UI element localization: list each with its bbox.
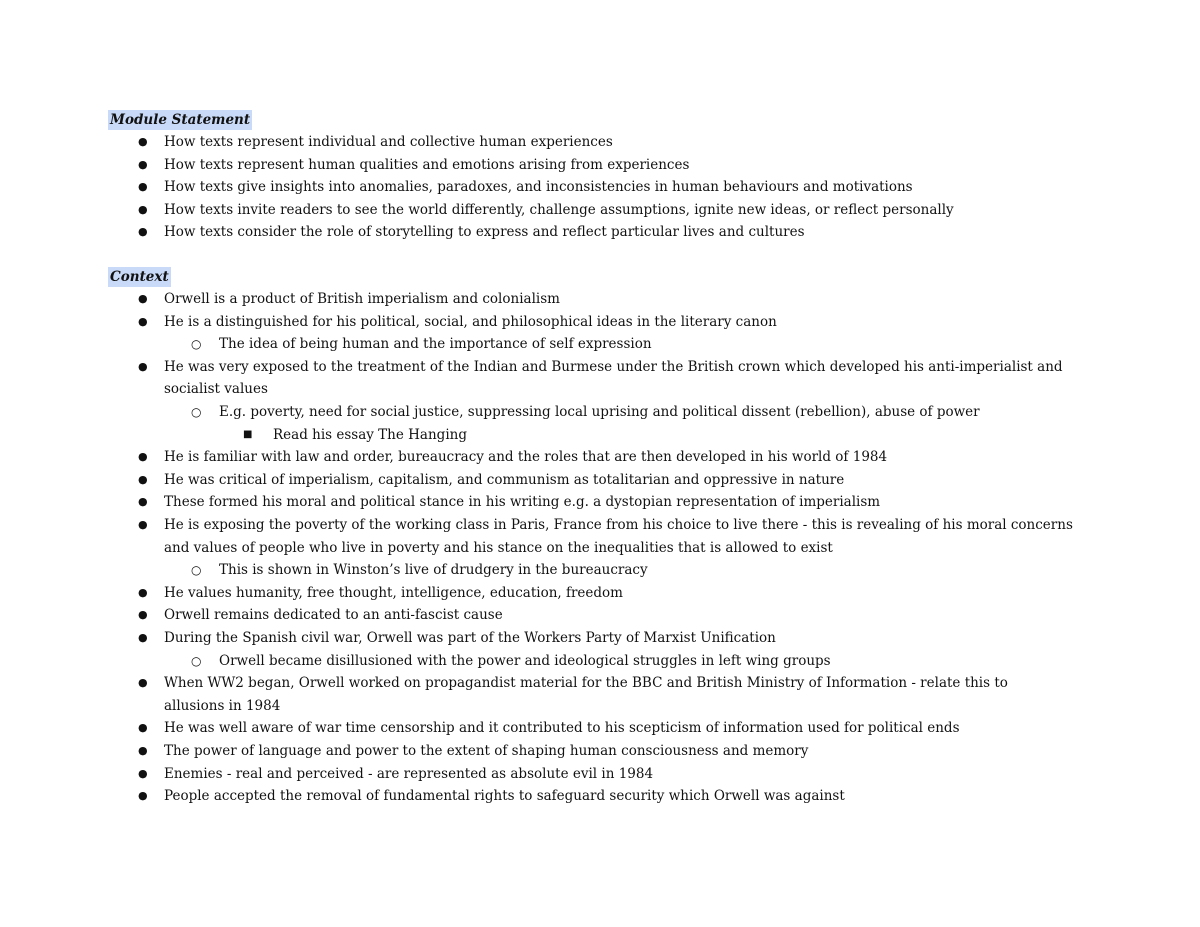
context-item-text: These formed his moral and political stance in his writing e.g. a dystopian representation of imperialism: [164, 494, 881, 511]
module-item-text: How texts represent human qualities and emotions arising from experiences: [164, 156, 690, 173]
context-subsubitem: [243, 424, 467, 447]
context-item-text: socialist values: [164, 381, 268, 398]
context-item-text: He is a distinguished for his political, social, and philosophical ideas in the literary canon: [164, 313, 777, 330]
bullet-marker: ●: [138, 676, 148, 690]
module-statement-heading: Module Statement: [110, 112, 251, 128]
context-item-text: Read his essay The Hanging: [273, 426, 467, 443]
context-item: [138, 604, 503, 627]
square-marker: ■: [243, 428, 253, 440]
context-item-text: and values of people who live in poverty and his stance on the inequalities that is allowed to exist: [164, 539, 833, 556]
context-item: [138, 785, 845, 808]
context-item: [138, 672, 1008, 695]
module-item-text: How texts represent individual and collective human experiences: [164, 134, 613, 150]
bullet-marker: ●: [138, 744, 148, 757]
context-item-text: He is exposing the poverty of the working class in Paris, France from his choice to live there - this is revealing of his moral concerns: [164, 517, 1073, 533]
context-subitem: [191, 559, 648, 582]
bullet-marker: ●: [138, 450, 148, 464]
context-item-text: He is familiar with law and order, bureaucracy and the roles that are then developed in his world of 1984: [164, 449, 888, 466]
context-heading: Context: [110, 269, 169, 285]
bullet-marker: ●: [138, 585, 148, 599]
context-item-continuation: [164, 695, 280, 718]
context-item: [138, 446, 888, 469]
context-item: [138, 356, 1063, 379]
context-item-text: Enemies - real and perceived - are represented as absolute evil in 1984: [164, 765, 654, 782]
bullet-marker: ●: [138, 292, 148, 305]
context-item-text: He values humanity, free thought, intelligence, education, freedom: [164, 584, 623, 601]
context-item-text: allusions in 1984: [164, 697, 281, 714]
bullet-marker: ●: [138, 359, 148, 373]
module-item-text: How texts consider the role of storytelling to express and reflect particular lives and cultures: [164, 224, 805, 241]
context-item-text: This is shown in Winston’s live of drudgery in the bureaucracy: [219, 562, 648, 579]
module-item: [138, 221, 805, 244]
context-item: [138, 288, 560, 311]
context-item-continuation: [164, 537, 833, 560]
bullet-marker: ●: [138, 202, 148, 216]
context-item-text: Orwell is a product of British imperialism and colonialism: [164, 291, 560, 307]
context-item-text: E.g. poverty, need for social justice, suppressing local uprising and political dissent (rebellion), abuse of power: [219, 404, 980, 420]
bullet-marker: ●: [138, 472, 148, 486]
context-item-text: He was very exposed to the treatment of the Indian and Burmese under the British crown which developed his anti-imperialist and: [164, 358, 1063, 375]
circle-marker: ○: [191, 405, 202, 419]
context-item: [138, 582, 623, 605]
circle-marker: ○: [191, 563, 202, 578]
bullet-marker: ●: [138, 135, 148, 148]
context-item: [138, 469, 845, 492]
module-item-text: How texts invite readers to see the world differently, challenge assumptions, ignite new ideas, or reflect personally: [164, 201, 954, 218]
context-item: [138, 740, 809, 763]
context-subitem: [191, 333, 652, 356]
context-item-text: He was well aware of war time censorship and it contributed to his scepticism of information used for political ends: [164, 720, 960, 737]
bullet-marker: ●: [138, 225, 148, 239]
context-item: [138, 311, 777, 334]
context-subitem: [191, 401, 980, 424]
context-item: [138, 627, 776, 650]
context-item-text: When WW2 began, Orwell worked on propagandist material for the BBC and British Ministry of Information - relate this to: [164, 675, 1008, 692]
bullet-marker: ●: [138, 518, 148, 531]
context-item: [138, 491, 881, 514]
bullet-marker: ●: [138, 766, 148, 780]
bullet-marker: ●: [138, 157, 148, 171]
module-item: [138, 154, 690, 177]
circle-marker: ○: [191, 653, 202, 668]
bullet-marker: ●: [138, 631, 148, 644]
bullet-marker: ●: [138, 789, 148, 803]
bullet-marker: ●: [138, 608, 148, 622]
bullet-marker: ●: [138, 314, 148, 328]
context-item-continuation: [164, 378, 268, 401]
context-item-text: During the Spanish civil war, Orwell was part of the Workers Party of Marxist Unification: [164, 630, 776, 646]
context-item: [138, 717, 960, 740]
module-item-text: How texts give insights into anomalies, paradoxes, and inconsistencies in human behaviours and motivations: [164, 179, 913, 196]
circle-marker: ○: [191, 337, 202, 352]
module-item: [138, 131, 613, 154]
context-subitem: [191, 650, 831, 673]
context-item-text: Orwell remains dedicated to an anti-fascist cause: [164, 607, 503, 624]
context-item-text: Orwell became disillusioned with the power and ideological struggles in left wing groups: [219, 652, 831, 669]
context-item: [138, 763, 654, 786]
context-item-text: People accepted the removal of fundamental rights to safeguard security which Orwell was against: [164, 788, 845, 805]
module-item: [138, 176, 913, 199]
module-item: [138, 199, 954, 222]
context-item: [138, 514, 1073, 537]
context-item-text: The idea of being human and the importance of self expression: [219, 336, 652, 353]
context-item-text: The power of language and power to the extent of shaping human consciousness and memory: [164, 743, 809, 759]
context-item-text: He was critical of imperialism, capitalism, and communism as totalitarian and oppressive in nature: [164, 471, 845, 488]
bullet-marker: ●: [138, 721, 148, 735]
bullet-marker: ●: [138, 180, 148, 194]
bullet-marker: ●: [138, 495, 148, 509]
